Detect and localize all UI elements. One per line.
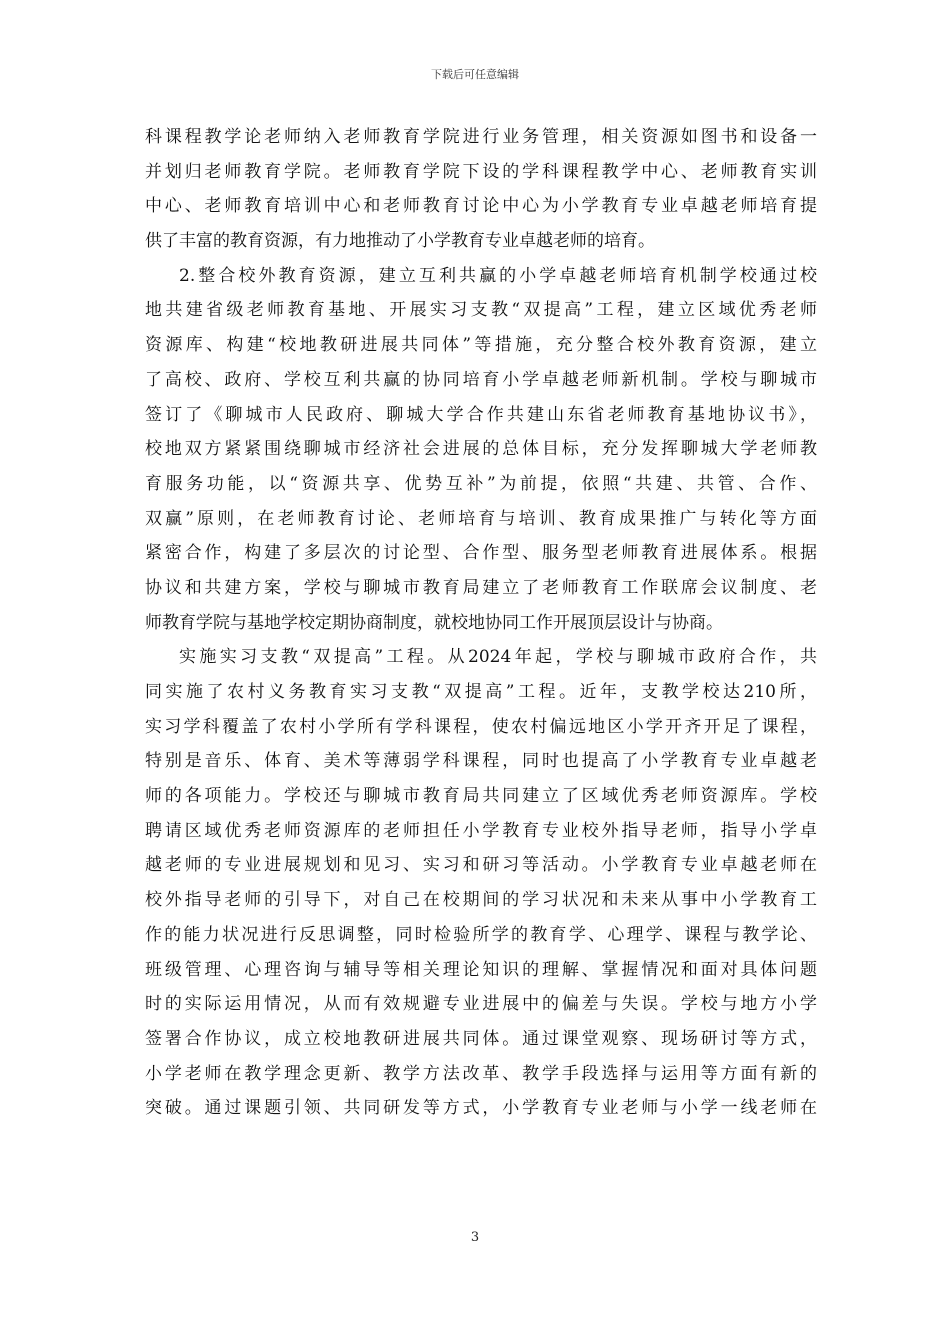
text-line: 签订了《聊城市人民政府、聊城大学合作共建山东省老师教育基地协议书》， <box>145 404 817 425</box>
text-line: 校地双方紧紧围绕聊城市经济社会进展的总体目标，充分发挥聊城大学老师教 <box>145 439 817 460</box>
text-line: 并划归老师教育学院。老师教育学院下设的学科课程教学中心、老师教育实训 <box>145 161 817 182</box>
text-line: 紧密合作，构建了多层次的讨论型、合作型、服务型老师教育进展体系。根据 <box>145 543 817 564</box>
text-line: 作的能力状况进行反思调整，同时检验所学的教育学、心理学、课程与教学论、 <box>145 924 817 945</box>
text-line: 2.整合校外教育资源，建立互利共赢的小学卓越老师培育机制学校通过校 <box>179 265 817 286</box>
text-line: 班级管理、心理咨询与辅导等相关理论知识的理解、掌握情况和面对具体问题 <box>145 959 817 980</box>
text-line: 校外指导老师的引导下，对自己在校期间的学习状况和未来从事中小学教育工 <box>145 890 817 911</box>
header-note: 下载后可任意编辑 <box>431 68 519 81</box>
text-line: 科课程教学论老师纳入老师教育学院进行业务管理，相关资源如图书和设备一 <box>145 127 817 147</box>
document-body <box>145 120 817 1126</box>
text-line: 签署合作协议，成立校地教研进展共同体。通过课堂观察、现场研讨等方式， <box>145 1028 817 1049</box>
text-line: 地共建省级老师教育基地、开展实习支教“双提高”工程，建立区域优秀老师 <box>145 300 817 321</box>
text-line: 特别是音乐、体育、美术等薄弱学科课程，同时也提高了小学教育专业卓越老 <box>145 751 817 772</box>
text-line: 供了丰富的教育资源，有力地推动了小学教育专业卓越老师的培育。 <box>145 231 655 252</box>
text-line: 突破。通过课题引领、共同研发等方式，小学教育专业老师与小学一线老师在 <box>145 1098 817 1119</box>
text-line: 协议和共建方案，学校与聊城市教育局建立了老师教育工作联席会议制度、老 <box>145 577 817 598</box>
text-line: 越老师的专业进展规划和见习、实习和研习等活动。小学教育专业卓越老师在 <box>145 855 817 876</box>
text-line: 了高校、政府、学校互利共赢的协同培育小学卓越老师新机制。学校与聊城市 <box>145 369 817 390</box>
text-line: 实习学科覆盖了农村小学所有学科课程，使农村偏远地区小学开齐开足了课程， <box>145 716 817 737</box>
text-line: 育服务功能，以“资源共享、优势互补”为前提，依照“共建、共管、合作、 <box>145 473 817 494</box>
text-line: 双赢”原则，在老师教育讨论、老师培育与培训、教育成果推广与转化等方面 <box>145 508 817 529</box>
text-line: 时的实际运用情况，从而有效规避专业进展中的偏差与失误。学校与地方小学 <box>145 994 817 1015</box>
text-line: 同实施了农村义务教育实习支教“双提高”工程。近年，支教学校达210所， <box>145 682 817 702</box>
text-line: 实施实习支教“双提高”工程。从2024年起，学校与聊城市政府合作，共 <box>179 647 817 668</box>
text-line: 师的各项能力。学校还与聊城市教育局共同建立了区域优秀老师资源库。学校 <box>145 786 817 807</box>
text-line: 中心、老师教育培训中心和老师教育讨论中心为小学教育专业卓越老师培育提 <box>145 196 817 217</box>
text-line: 小学老师在教学理念更新、教学方法改革、教学手段选择与运用等方面有新的 <box>145 1063 817 1084</box>
text-line: 师教育学院与基地学校定期协商制度，就校地协同工作开展顶层设计与协商。 <box>145 612 723 633</box>
page-number: 3 <box>470 1230 480 1245</box>
text-line: 聘请区域优秀老师资源库的老师担任小学教育专业校外指导老师，指导小学卓 <box>145 820 817 841</box>
text-line: 资源库、构建“校地教研进展共同体”等措施，充分整合校外教育资源，建立 <box>145 335 817 356</box>
